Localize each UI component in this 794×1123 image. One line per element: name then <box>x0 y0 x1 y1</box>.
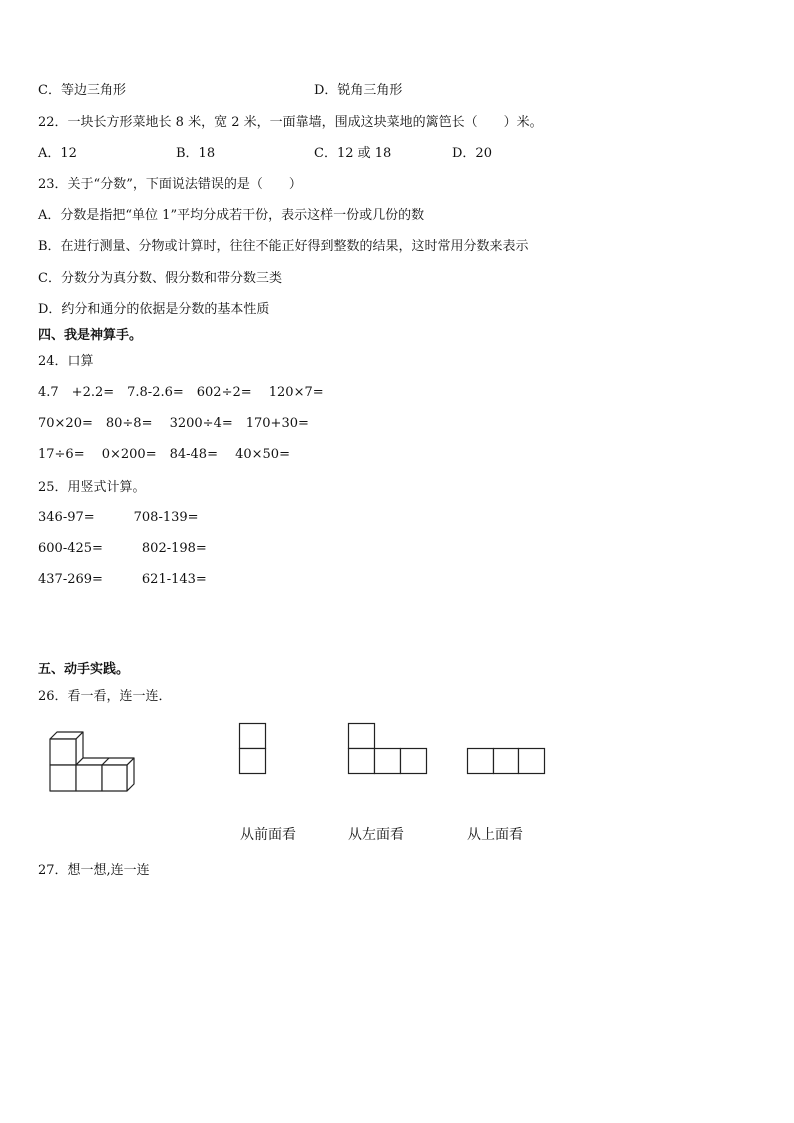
q25-row-2: 600-425= 802-198= <box>38 541 207 556</box>
q22-option-c: C．12 或 18 <box>314 146 392 161</box>
view-two-stacked-squares <box>238 722 268 776</box>
q22-stem: 22．一块长方形菜地长 8 米，宽 2 米，一面靠墙，围成这块菜地的篱笆长（ ）米。 <box>38 115 543 130</box>
view-l-shape <box>347 722 429 776</box>
q24-row-1: 4.7 +2.2= 7.8-2.6= 602÷2= 120×7= <box>38 385 324 400</box>
upper-cube-front-face <box>50 739 76 765</box>
bottom-cube-1-front-face <box>50 765 76 791</box>
bottom-cube-2-front-face <box>76 765 102 791</box>
q21-option-d: D．锐角三角形 <box>314 83 403 98</box>
q27-stem: 27．想一想,连一连 <box>38 863 150 878</box>
q22-option-b: B．18 <box>176 146 216 161</box>
section-5-title: 五、动手实践。 <box>38 662 130 677</box>
q23-option-c: C．分数分为真分数、假分数和带分数三类 <box>38 271 282 286</box>
view-three-in-row <box>466 747 547 776</box>
caption-from-front: 从前面看 <box>240 827 296 843</box>
q23-option-a: A．分数是指把“单位 1”平均分成若干份，表示这样一份或几份的数 <box>38 208 425 223</box>
caption-from-left: 从左面看 <box>348 827 404 843</box>
q22-option-d: D．20 <box>452 146 492 161</box>
q23-stem: 23．关于“分数”，下面说法错误的是（ ） <box>38 177 302 192</box>
q25-row-1: 346-97= 708-139= <box>38 510 199 525</box>
q26-stem: 26．看一看，连一连． <box>38 689 172 704</box>
cube-stack-figure <box>44 726 140 798</box>
q25-stem: 25．用竖式计算。 <box>38 480 146 495</box>
q24-stem: 24．口算 <box>38 354 94 369</box>
q21-option-c: C．等边三角形 <box>38 83 126 98</box>
q22-option-a: A．12 <box>38 146 77 161</box>
section-4-title: 四、我是神算手。 <box>38 328 143 343</box>
q24-row-3: 17÷6= 0×200= 84-48= 40×50= <box>38 447 290 462</box>
bottom-cube-3-front-face <box>102 765 127 791</box>
q25-row-3: 437-269= 621-143= <box>38 572 207 587</box>
q24-row-2: 70×20= 80÷8= 3200÷4= 170+30= <box>38 416 309 431</box>
caption-from-top: 从上面看 <box>467 827 523 843</box>
q23-option-b: B．在进行测量、分物或计算时，往往不能正好得到整数的结果，这时常用分数来表示 <box>38 239 529 254</box>
q23-option-d: D．约分和通分的依据是分数的基本性质 <box>38 302 270 317</box>
